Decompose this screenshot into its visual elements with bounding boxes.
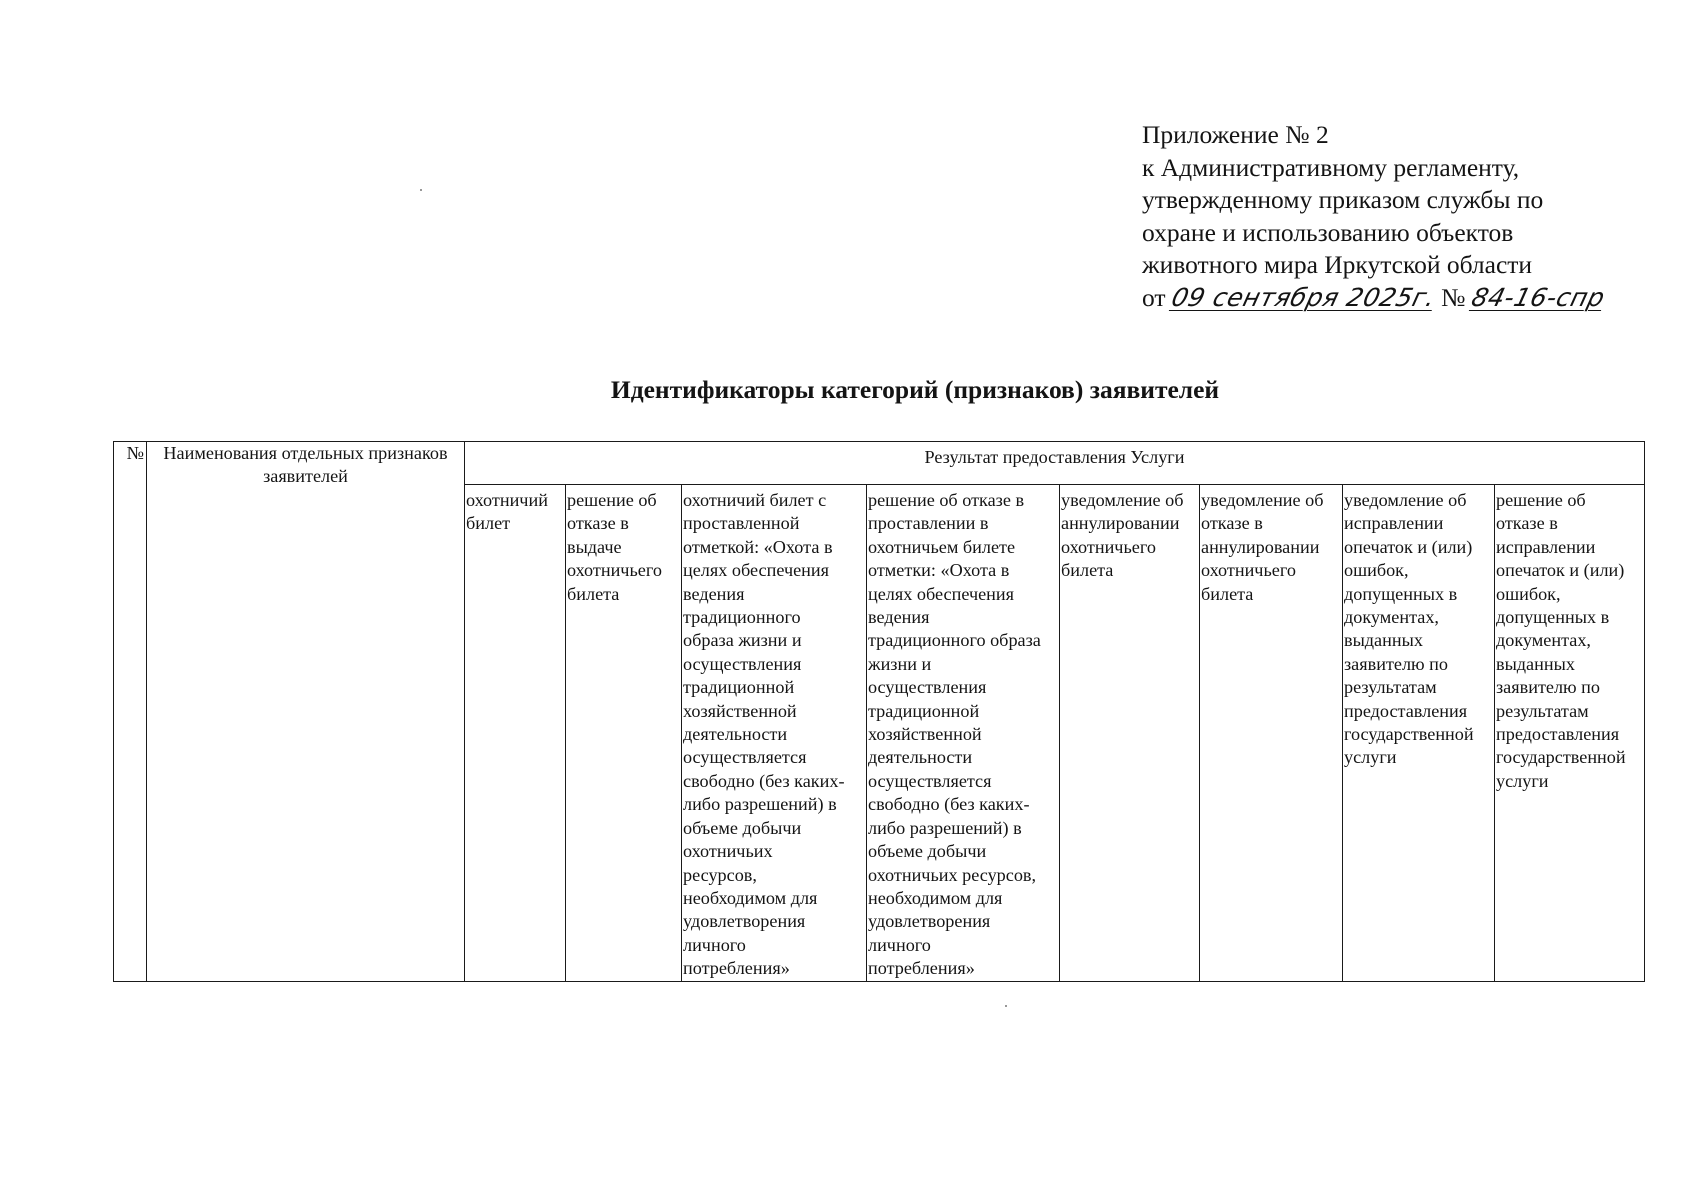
column-header-applicant-attributes: Наименования отдельных признаков заявителей bbox=[147, 442, 465, 982]
handwritten-order-number: 84-16-спр bbox=[1468, 282, 1608, 312]
appendix-line: утвержденному приказом службы по bbox=[1142, 185, 1544, 214]
result-cell bbox=[1343, 485, 1495, 982]
table-header-row bbox=[114, 442, 1645, 485]
result-text: решение об отказе в выдаче охотничьего билета bbox=[567, 490, 662, 604]
appendix-line: Приложение № 2 bbox=[1142, 120, 1329, 149]
result-cell bbox=[1060, 485, 1200, 982]
result-cell bbox=[867, 485, 1060, 982]
applicant-identifiers-table bbox=[113, 441, 1645, 982]
result-text: уведомление об аннулировании охотничьего билета bbox=[1061, 490, 1184, 581]
result-text: охотничий билет bbox=[466, 490, 548, 534]
result-text: решение об отказе в проставлении в охотничьем билете отметки: «Охота в целях обеспечения ведения традиционного образа жизни и осуществления традиционной хозяйственной деятельности осуществляется свободно (без каких- либо разрешений) в объеме добычи охотничьих ресурсов, необходимом для удовлетворения личного потребления» bbox=[868, 490, 1041, 979]
result-text: уведомление об исправлении опечаток и (или) ошибок, допущенных в документах, выданных заявителю по результатам предоставления государственной услуги bbox=[1344, 490, 1474, 768]
result-text: уведомление об отказе в аннулировании охотничьего билета bbox=[1201, 490, 1324, 604]
result-text: решение об отказе в исправлении опечаток и (или) ошибок, допущенных в документах, выданных заявителю по результатам предоставления государственной услуги bbox=[1496, 490, 1626, 791]
appendix-line: охране и использованию объектов bbox=[1142, 217, 1514, 247]
appendix-block bbox=[1142, 119, 1662, 314]
number-sign: № bbox=[1441, 282, 1466, 312]
result-cell bbox=[465, 485, 566, 982]
appendix-line: животного мира Иркутской области bbox=[1142, 250, 1533, 279]
result-text: охотничий билет с проставленной отметкой: «Охота в целях обеспечения ведения традиционного образа жизни и осуществления традиционной хозяйственной деятельности осуществляется свободно (без каких- либо разрешений) в объеме добычи охотничьих ресурсов, необходимом для удовлетворения личного потребления» bbox=[683, 490, 845, 979]
scan-speck bbox=[1005, 1005, 1007, 1007]
date-prefix: от bbox=[1142, 282, 1166, 312]
result-cell bbox=[682, 485, 867, 982]
appendix-line: к Административному регламенту, bbox=[1142, 152, 1520, 182]
result-cell bbox=[1495, 485, 1645, 982]
appendix-date-line bbox=[1142, 282, 1662, 315]
handwritten-date: 09 сентября 2025г. bbox=[1168, 282, 1439, 312]
column-header-number: № bbox=[114, 442, 147, 982]
document-title: Идентификаторы категорий (признаков) заявителей bbox=[610, 375, 1220, 404]
result-cell bbox=[566, 485, 682, 982]
result-cell bbox=[1200, 485, 1343, 982]
column-header-service-result: Результат предоставления Услуги bbox=[465, 442, 1645, 485]
scan-speck bbox=[420, 189, 422, 191]
